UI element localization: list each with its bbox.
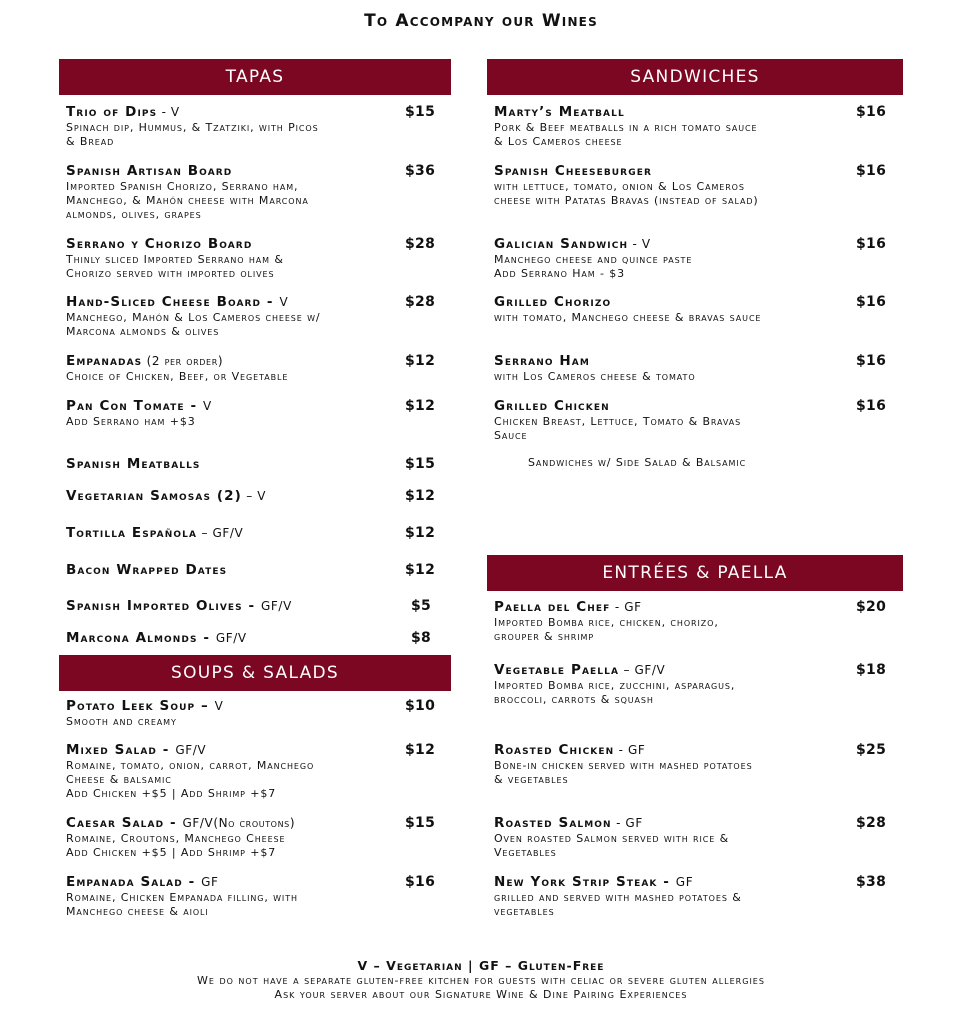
item-name: Empanadas: [66, 353, 143, 369]
menu-item: [494, 398, 741, 443]
item-name-line: [494, 294, 761, 310]
description-line: Cheese & balsamic: [66, 773, 172, 786]
item-price: $20: [856, 599, 887, 615]
item-name: Empanada Salad -: [66, 874, 202, 890]
item-name-line: [494, 353, 696, 369]
description-line: Imported Spanish Chorizo, Serrano ham,: [66, 180, 299, 193]
item-description: [494, 253, 692, 281]
item-name: Vegetarian Samosas (2): [66, 488, 242, 504]
sandwiches-banner: SANDWICHES: [487, 59, 903, 95]
item-diet-tag: GF/V: [215, 631, 247, 645]
menu-item: [66, 236, 284, 281]
item-name: Roasted Chicken: [494, 742, 615, 758]
item-description: [66, 180, 309, 222]
item-name: Serrano y Chorizo Board: [66, 236, 253, 252]
item-name: Galician Sandwich: [494, 236, 629, 252]
item-name-line: [66, 456, 201, 472]
item-name-line: [66, 236, 284, 252]
description-line: Add Serrano ham +$3: [66, 415, 196, 428]
item-description: [494, 311, 761, 325]
item-price: $12: [405, 398, 436, 414]
item-diet-tag: - GF: [611, 816, 643, 830]
menu-item: [494, 236, 692, 281]
item-description: [66, 311, 321, 339]
item-diet-tag: - GF: [610, 600, 642, 614]
item-name: New York Strip Steak -: [494, 874, 676, 890]
item-description: [66, 759, 314, 801]
description-line: Imported Bomba rice, zucchini, asparagus,: [494, 679, 736, 692]
menu-item: [494, 353, 696, 384]
item-name: Tortilla Española: [66, 525, 198, 541]
diet-legend: V – Vegetarian | GF – Gluten-Free: [357, 958, 605, 973]
item-price: $16: [856, 398, 887, 414]
item-description: [66, 715, 223, 729]
item-name: Hand-Sliced Cheese Board -: [66, 294, 280, 310]
item-description: [494, 832, 729, 860]
item-price: $16: [856, 236, 887, 252]
description-line: Vegetables: [494, 846, 557, 859]
item-price: $16: [405, 874, 436, 890]
gluten-disclaimer: We do not have a separate gluten-free kitchen for guests with celiac or severe gluten allergies: [197, 974, 765, 987]
menu-item: [494, 874, 742, 919]
item-name-line: [66, 630, 247, 646]
item-name: Potato Leek Soup –: [66, 698, 215, 714]
item-description: [66, 832, 295, 860]
item-diet-tag: GF/V: [261, 599, 292, 613]
description-line: cheese with Patatas Bravas (instead of salad): [494, 194, 759, 207]
menu-item: [66, 698, 223, 729]
description-line: Pork & Beef meatballs in a rich tomato sauce: [494, 121, 758, 134]
item-diet-tag: - GF: [614, 743, 646, 757]
item-price: $25: [856, 742, 887, 758]
menu-item: [494, 294, 761, 325]
item-price: $28: [856, 815, 887, 831]
item-name-line: [66, 104, 319, 120]
menu-item: [66, 562, 227, 578]
item-diet-tag: GF: [675, 875, 694, 889]
item-name: Mixed Salad -: [66, 742, 176, 758]
item-price: $12: [405, 562, 436, 578]
item-name-line: [66, 353, 288, 369]
page-title: To Accompany our Wines: [364, 11, 598, 31]
item-price: $28: [405, 294, 436, 310]
item-price: $36: [405, 163, 436, 179]
item-name-line: [494, 163, 759, 179]
item-name: Caesar Salad -: [66, 815, 183, 831]
menu-item: [66, 598, 292, 614]
item-description: [494, 415, 741, 443]
item-name-line: [66, 525, 243, 541]
item-name: Spanish Artisan Board: [66, 163, 233, 179]
item-name-line: [66, 488, 266, 504]
item-diet-tag: V: [202, 399, 212, 413]
item-name: Spanish Meatballs: [66, 456, 201, 472]
menu-item: [494, 163, 759, 208]
item-name-line: [66, 163, 309, 179]
menu-item: [66, 456, 201, 472]
menu-item: [494, 104, 757, 149]
item-diet-tag: GF/V(No croutons): [182, 816, 296, 830]
item-price: $15: [405, 104, 436, 120]
item-description: [66, 415, 212, 429]
item-name-line: [494, 398, 741, 414]
item-name-line: [494, 815, 729, 831]
menu-item: [494, 742, 753, 787]
item-price: $18: [856, 662, 887, 678]
description-line: Add Chicken +$5 | Add Shrimp +$7: [66, 846, 277, 859]
item-description: [66, 370, 288, 384]
item-description: [494, 891, 742, 919]
item-name: Roasted Salmon: [494, 815, 612, 831]
description-line: Romaine, Chicken Empanada filling, with: [66, 891, 298, 904]
item-name-line: [494, 742, 753, 758]
description-line: with lettuce, tomato, onion & Los Cameros: [494, 180, 745, 193]
description-line: Manchego cheese & aioli: [66, 905, 209, 918]
item-name: Marcona Almonds -: [66, 630, 216, 646]
item-name: Serrano Ham: [494, 353, 590, 369]
description-line: Romaine, tomato, onion, carrot, Manchego: [66, 759, 315, 772]
item-diet-tag: V: [214, 699, 224, 713]
item-price: $12: [405, 742, 436, 758]
item-description: [494, 759, 753, 787]
menu-item: [66, 104, 319, 149]
item-price: $16: [856, 294, 887, 310]
item-diet-tag: GF: [201, 875, 219, 889]
description-line: Chicken Breast, Lettuce, Tomato & Bravas: [494, 415, 742, 428]
description-line: Romaine, Croutons, Manchego Cheese: [66, 832, 286, 845]
item-description: [494, 370, 696, 384]
item-price: $16: [856, 163, 887, 179]
pairing-note: Ask your server about our Signature Wine & Dine Pairing Experiences: [274, 988, 688, 1001]
item-description: [494, 616, 719, 644]
item-diet-tag: V: [279, 295, 289, 309]
description-line: & Bread: [66, 135, 115, 148]
item-name-line: [494, 104, 757, 120]
item-price: $12: [405, 488, 436, 504]
description-line: Add Serrano Ham - $3: [494, 267, 626, 280]
menu-item: [494, 815, 729, 860]
menu-item: [66, 488, 266, 504]
description-line: grilled and served with mashed potatoes &: [494, 891, 742, 904]
description-line: broccoli, carrots & squash: [494, 693, 654, 706]
item-name: Spanish Imported Olives -: [66, 598, 262, 614]
item-diet-tag: – GF/V: [619, 663, 666, 677]
description-line: vegetables: [494, 905, 555, 918]
item-name-line: [494, 236, 692, 252]
item-price: $12: [405, 353, 436, 369]
item-price: $10: [405, 698, 436, 714]
menu-item: [66, 163, 309, 222]
item-price: $15: [405, 456, 436, 472]
item-diet-tag: - V: [628, 237, 651, 251]
item-name-line: [66, 562, 227, 578]
item-name-line: [66, 598, 292, 614]
sandwiches-note: Sandwiches w/ Side Salad & Balsamic: [528, 456, 747, 469]
item-name-line: [66, 742, 314, 758]
description-line: Add Chicken +$5 | Add Shrimp +$7: [66, 787, 277, 800]
item-price: $16: [856, 104, 887, 120]
item-diet-tag: GF/V: [175, 743, 207, 757]
item-name: Pan Con Tomate -: [66, 398, 203, 414]
item-name: Trio of Dips: [66, 104, 158, 120]
description-line: Spinach dip, Hummus, & Tzatziki, with Picos: [66, 121, 319, 134]
menu-item: [66, 525, 243, 541]
item-diet-tag: - V: [157, 105, 180, 119]
entrees-paella-banner: ENTRÉES & PAELLA: [487, 555, 903, 591]
menu-item: [66, 630, 247, 646]
description-line: & Los Cameros cheese: [494, 135, 623, 148]
item-description: [66, 253, 284, 281]
menu-item: [66, 874, 298, 919]
item-name: Vegetable Paella: [494, 662, 620, 678]
item-price: $5: [411, 598, 432, 614]
item-name: Bacon Wrapped Dates: [66, 562, 228, 578]
description-line: grouper & shrimp: [494, 630, 595, 643]
item-diet-tag: (2 per order): [142, 354, 224, 368]
item-description: [494, 121, 757, 149]
description-line: with Los Cameros cheese & tomato: [494, 370, 696, 383]
description-line: Chorizo served with imported olives: [66, 267, 275, 280]
description-line: Manchego cheese and quince paste: [494, 253, 693, 266]
menu-item: [66, 742, 314, 801]
description-line: almonds, olives, grapes: [66, 208, 202, 221]
description-line: & vegetables: [494, 773, 569, 786]
item-diet-tag: – V: [241, 489, 267, 503]
description-line: Imported Bomba rice, chicken, chorizo,: [494, 616, 719, 629]
menu-item: [494, 662, 735, 707]
menu-item: [66, 398, 212, 429]
menu-item: [494, 599, 719, 644]
item-name: Paella del Chef: [494, 599, 611, 615]
item-price: $8: [411, 630, 432, 646]
item-price: $15: [405, 815, 436, 831]
description-line: Sauce: [494, 429, 528, 442]
item-name-line: [66, 874, 298, 890]
description-line: Oven roasted Salmon served with rice &: [494, 832, 730, 845]
item-name: Marty’s Meatball: [494, 104, 625, 120]
item-name: Grilled Chorizo: [494, 294, 612, 310]
description-line: Smooth and creamy: [66, 715, 177, 728]
item-description: [66, 121, 319, 149]
item-name-line: [66, 815, 295, 831]
description-line: Thinly sliced Imported Serrano ham &: [66, 253, 284, 266]
item-price: $16: [856, 353, 887, 369]
description-line: Choice of Chicken, Beef, or Vegetable: [66, 370, 289, 383]
item-name-line: [66, 294, 321, 310]
menu-item: [66, 353, 288, 384]
item-name: Grilled Chicken: [494, 398, 610, 414]
item-name-line: [66, 398, 212, 414]
item-price: $28: [405, 236, 436, 252]
item-name-line: [494, 662, 735, 678]
menu-item: [66, 815, 295, 860]
item-name: Spanish Cheeseburger: [494, 163, 652, 179]
footer: [0, 958, 962, 1002]
soups-salads-banner: SOUPS & SALADS: [59, 655, 451, 691]
item-diet-tag: – GF/V: [197, 526, 244, 540]
item-price: $38: [856, 874, 887, 890]
item-name-line: [66, 698, 223, 714]
item-name-line: [494, 874, 742, 890]
item-description: [494, 180, 759, 208]
menu-item: [66, 294, 321, 339]
item-description: [66, 891, 298, 919]
tapas-banner: TAPAS: [59, 59, 451, 95]
item-name-line: [494, 599, 719, 615]
item-price: $12: [405, 525, 436, 541]
description-line: Manchego, Mahón & Los Cameros cheese w/: [66, 311, 321, 324]
description-line: Bone-in chicken served with mashed potatoes: [494, 759, 753, 772]
description-line: with tomato, Manchego cheese & bravas sauce: [494, 311, 762, 324]
description-line: Manchego, & Mahón cheese with Marcona: [66, 194, 309, 207]
description-line: Marcona almonds & olives: [66, 325, 220, 338]
item-description: [494, 679, 735, 707]
